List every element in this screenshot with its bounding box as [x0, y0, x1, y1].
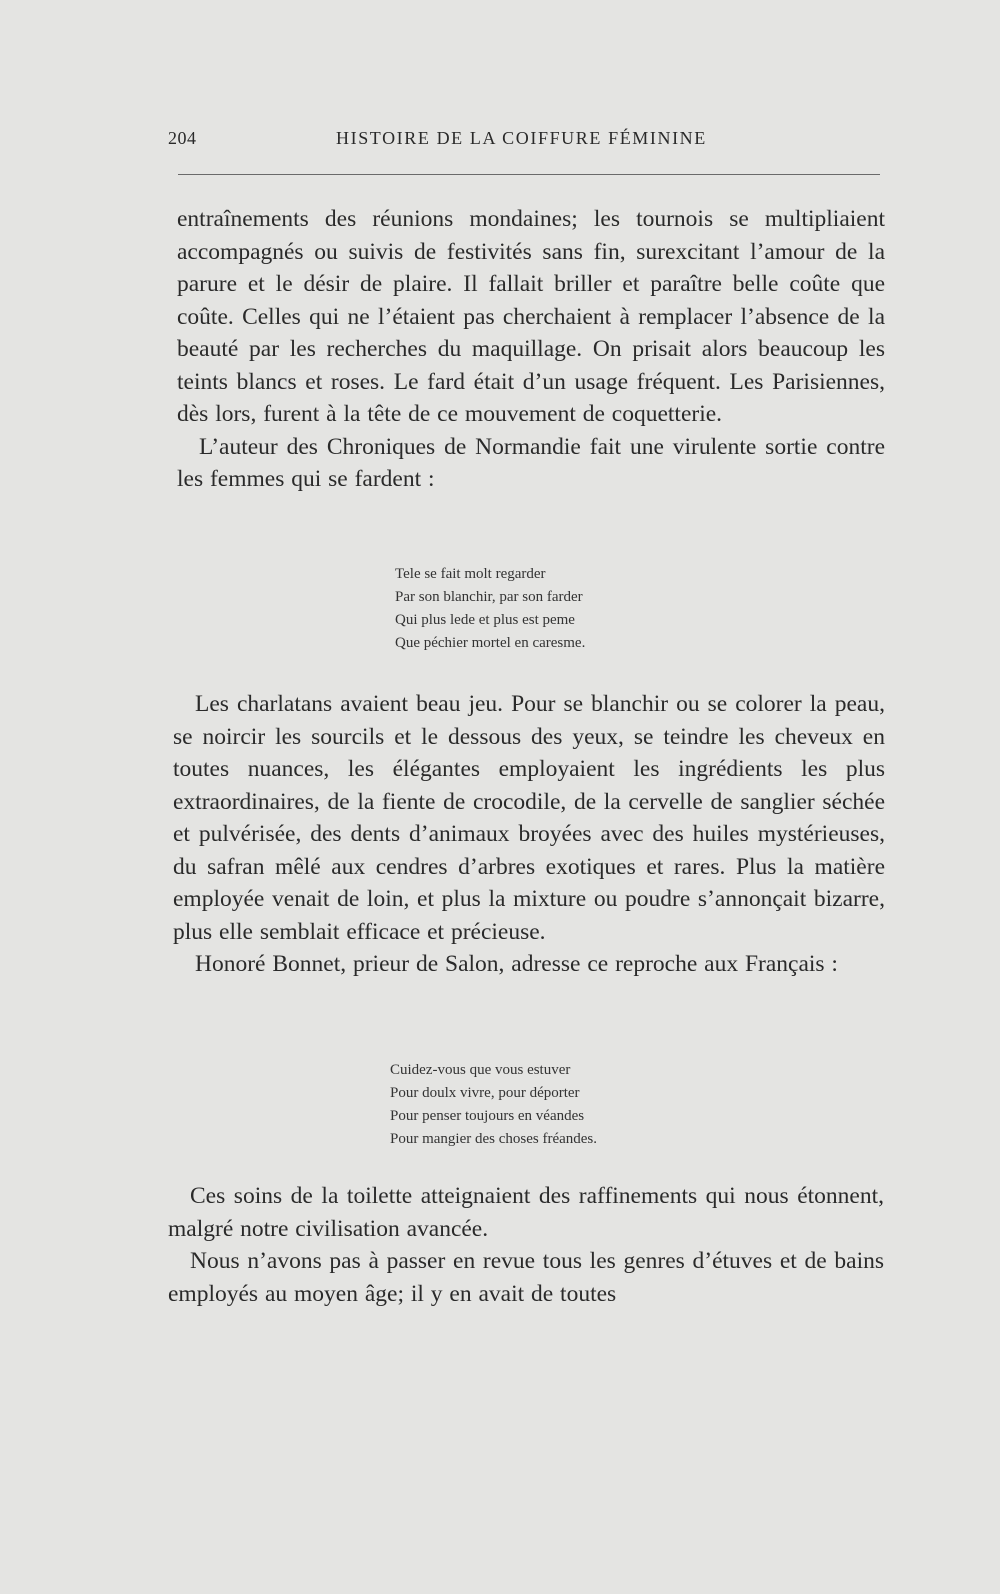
paragraph: Honoré Bonnet, prieur de Salon, adresse ce reproche aux Français : [195, 951, 838, 977]
page-number: 204 [168, 128, 197, 148]
verse-line: Qui plus lede et plus est peme [395, 612, 575, 628]
verse-line: Pour mangier des choses fréandes. [390, 1131, 598, 1147]
text-block-2 [173, 688, 885, 981]
paragraph: Nous n’avons pas à passer en revue tous les genres d’étuves et de bains employés au moyen âge; il y en avait de toutes [168, 1248, 884, 1307]
text-block-3 [168, 1180, 884, 1310]
paragraph: L’auteur des Chroniques de Normandie fait une virulente sortie contre les femmes qui se fardent : [177, 433, 885, 492]
verse-line: Cuidez-vous que vous estuver [390, 1062, 571, 1078]
verse-line: Que péchier mortel en caresme. [395, 635, 586, 651]
paragraph: Ces soins de la toilette atteignaient des raffinements qui nous étonnent, malgré notre civilisation avancée. [168, 1183, 884, 1242]
running-title: HISTOIRE DE LA COIFFURE FÉMININE [336, 128, 707, 148]
text-block-1 [177, 203, 885, 496]
verse-line: Par son blanchir, par son farder [395, 589, 583, 605]
verse-quote-1 [395, 563, 585, 655]
verse-quote-2 [390, 1059, 597, 1151]
header-rule [178, 174, 880, 175]
paragraph: Les charlatans avaient beau jeu. Pour se blanchir ou se colorer la peau, se noircir les sourcils et le dessous des yeux, se teindre les cheveux en toutes nuances, les élégantes employaient les ingrédients les plus extraordinaires, de la fiente de crocodile, de la cervelle de sanglier séchée et pulvérisée, des dents d’animaux broyées avec des huiles mystérieuses, du safran mêlé aux cendres d’arbres exotiques et rares. Plus la matière employée venait de loin, et plus la mixture ou poudre s’annonçait bizarre, plus elle semblait efficace et précieuse. [173, 691, 885, 945]
page-header [168, 128, 880, 158]
paragraph: entraînements des réunions mondaines; les tournois se multipliaient accompagnés ou suivis de festivités sans fin, surexcitant l’amour de la parure et le désir de plaire. Il fallait briller et paraître belle coûte que coûte. Celles qui ne l’étaient pas cherchaient à remplacer l’absence de la beauté par les recherches du maquillage. On prisait alors beaucoup les teints blancs et roses. Le fard était d’un usage fréquent. Les Parisiennes, dès lors, furent à la tête de ce mouvement de coquetterie. [177, 206, 885, 427]
verse-line: Pour penser toujours en véandes [390, 1108, 585, 1124]
verse-line: Tele se fait molt regarder [395, 566, 546, 582]
verse-line: Pour doulx vivre, pour déporter [390, 1085, 580, 1101]
